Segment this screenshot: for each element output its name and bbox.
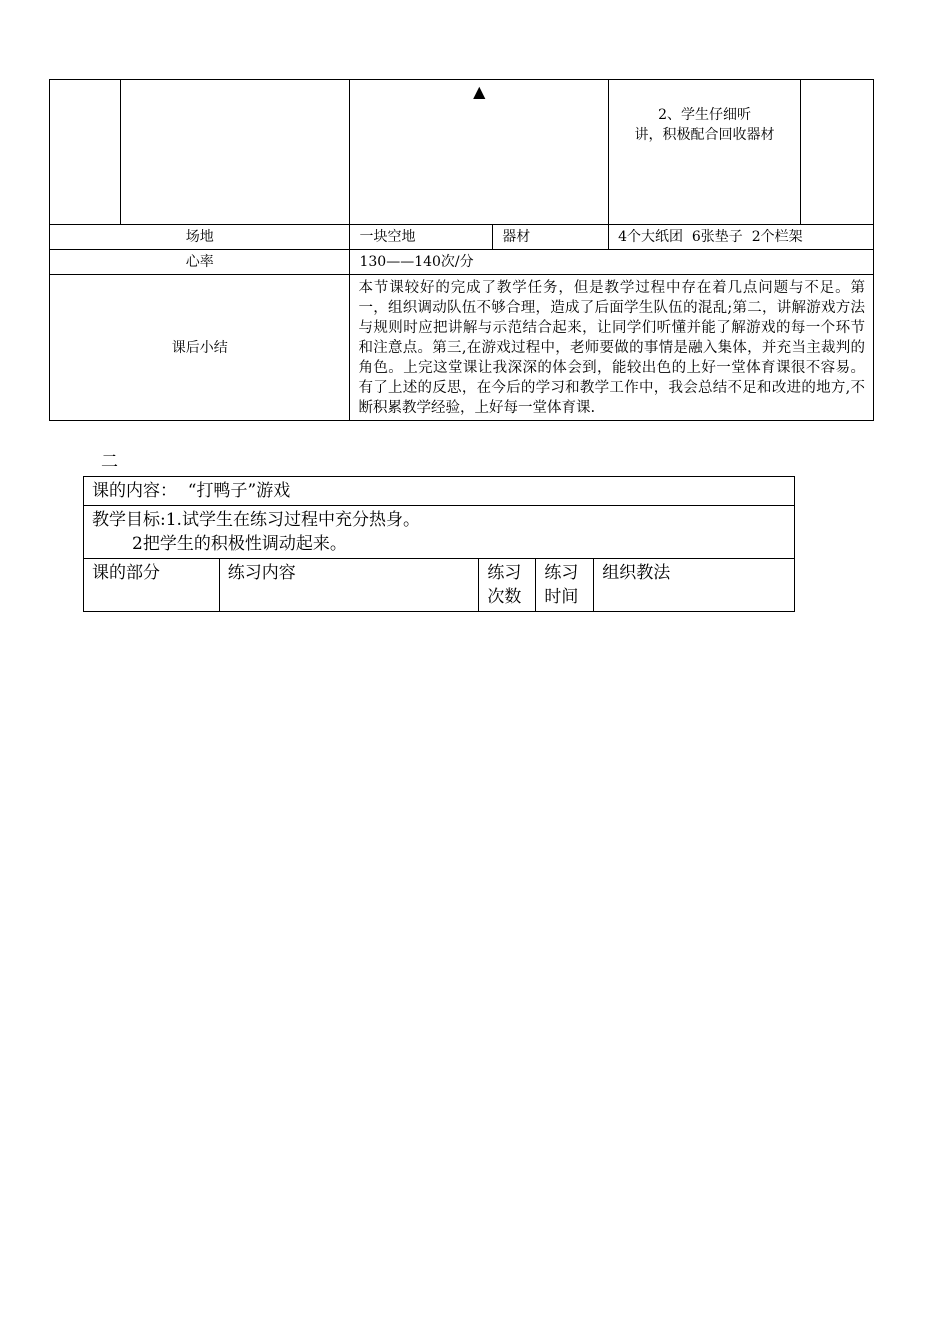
header-practice-time [536,559,594,612]
student-activity-line-1: 2、学生仔细听 [658,107,751,123]
header-practice-count-line-2: 次数 [487,587,522,607]
table-row [50,250,874,275]
header-practice-content: 练习内容 [219,559,479,612]
table-row [50,225,874,250]
student-activity-line-2: 讲，积极配合回收器材 [634,127,775,143]
teaching-goals [84,506,795,559]
table-cell [801,80,874,225]
header-practice-count [479,559,536,612]
triangle-icon: ▲ [350,80,609,225]
teaching-goal-2: 2把学生的积极性调动起来。 [132,534,347,554]
table-row [50,80,874,225]
header-practice-time-line-2: 时间 [544,587,579,607]
heart-rate-value: 130——140次/分 [350,250,874,275]
header-part: 课的部分 [84,559,220,612]
lesson-content-table [83,476,795,612]
student-activity-cell [609,80,801,225]
table-cell [120,80,350,225]
header-practice-count-line-1: 练习 [487,563,522,583]
heart-rate-label: 心率 [50,250,350,275]
table-row [50,275,874,421]
teaching-goal-1: 教学目标:1.试学生在练习过程中充分热身。 [92,510,420,530]
section-number: 二 [101,452,118,472]
lesson-content: 课的内容： “打鸭子”游戏 [84,477,795,506]
table-row [84,506,795,559]
venue-value: 一块空地 [350,225,493,250]
equipment-label: 器材 [493,225,609,250]
summary-text: 本节课较好的完成了教学任务，但是教学过程中存在着几点问题与不足。第一，组织调动队伍不够合理，造成了后面学生队伍的混乱;第二，讲解游戏方法与规则时应把讲解与示范结合起来，让同学们听懂并能了解游戏的每一个环节和注意点。第三,在游戏过程中，老师要做的事情是融入集体，并充当主裁判的角色。上完这堂课让我深深的体会到，能较出色的上好一堂体育课很不容易。有了上述的反思，在今后的学习和教学工作中，我会总结不足和改进的地方,不断积累教学经验，上好每一堂体育课. [350,275,874,421]
table-row [84,477,795,506]
venue-label: 场地 [50,225,350,250]
header-practice-time-line-1: 练习 [544,563,579,583]
header-method: 组织教法 [594,559,795,612]
lesson-plan-table [49,79,874,421]
table-cell [50,80,121,225]
summary-label: 课后小结 [50,275,350,421]
equipment-value: 4个大纸团 6张垫子 2个栏架 [609,225,874,250]
table-row [84,559,795,612]
